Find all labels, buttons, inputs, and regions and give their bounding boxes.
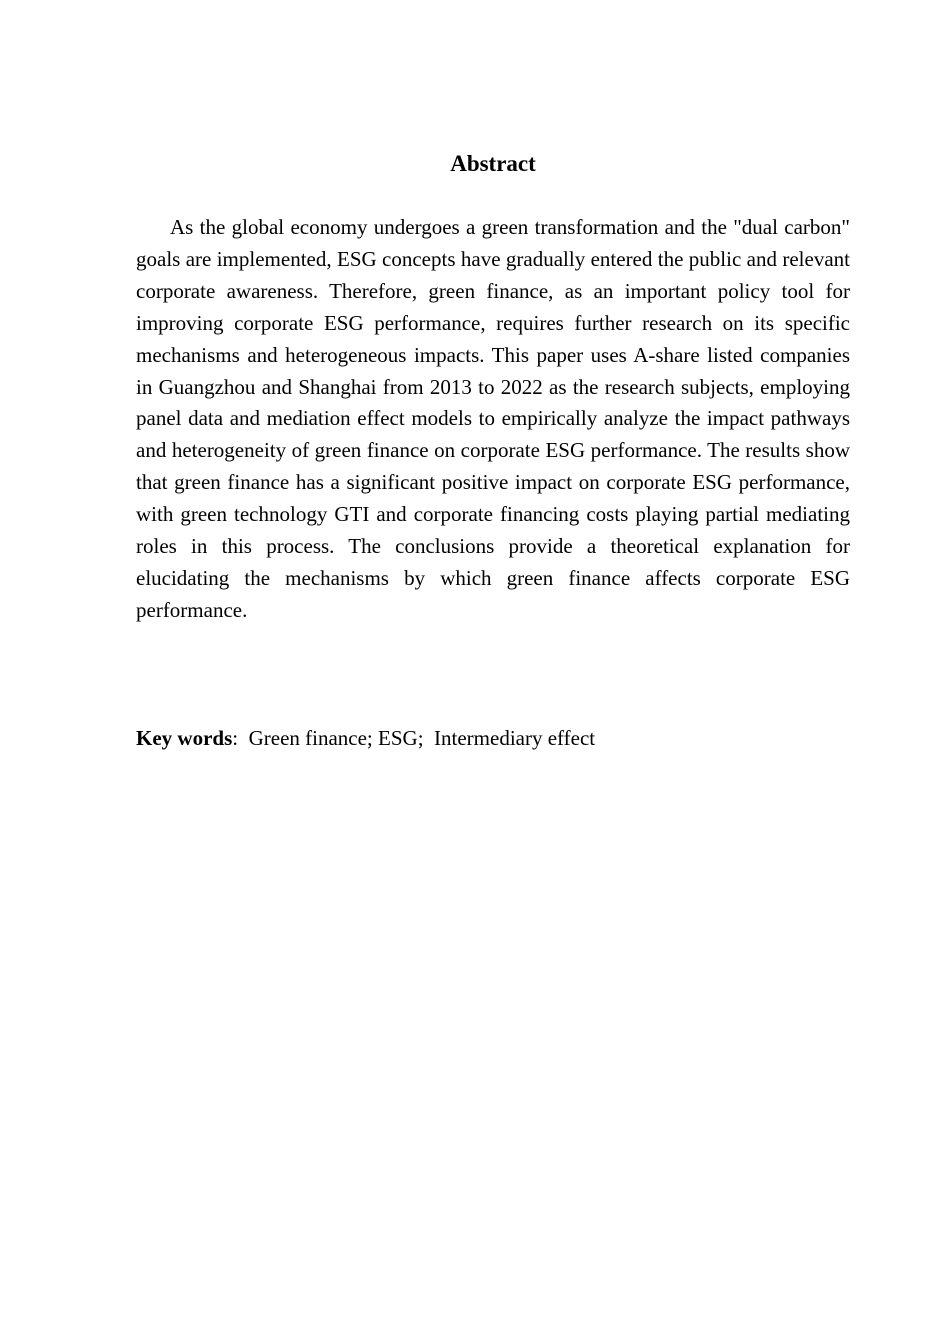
keywords-separator: : <box>232 726 249 750</box>
keywords-line <box>136 722 850 754</box>
abstract-title: Abstract <box>450 151 536 176</box>
abstract-body: As the global economy undergoes a green transformation and the "dual carbon" goals are implemented, ESG concepts have gradually entered the public and relevant corporate awareness. Therefore, green finance, as an important policy tool for improving corporate ESG performance, requires further research on its specific mechanisms and heterogeneous impacts. This paper uses A-share listed companies in Guangzhou and Shanghai from 2013 to 2022 as the research subjects, employing panel data and mediation effect models to empirically analyze the impact pathways and heterogeneity of green finance on corporate ESG performance. The results show that green finance has a significant positive impact on corporate ESG performance, with green technology GTI and corporate financing costs playing partial mediating roles in this process. The conclusions provide a theoretical explanation for elucidating the mechanisms by which green finance affects corporate ESG performance. <box>136 215 850 622</box>
keywords-list: Green finance; ESG; Intermediary effect <box>248 726 596 750</box>
keywords-label: Key words <box>136 726 233 750</box>
